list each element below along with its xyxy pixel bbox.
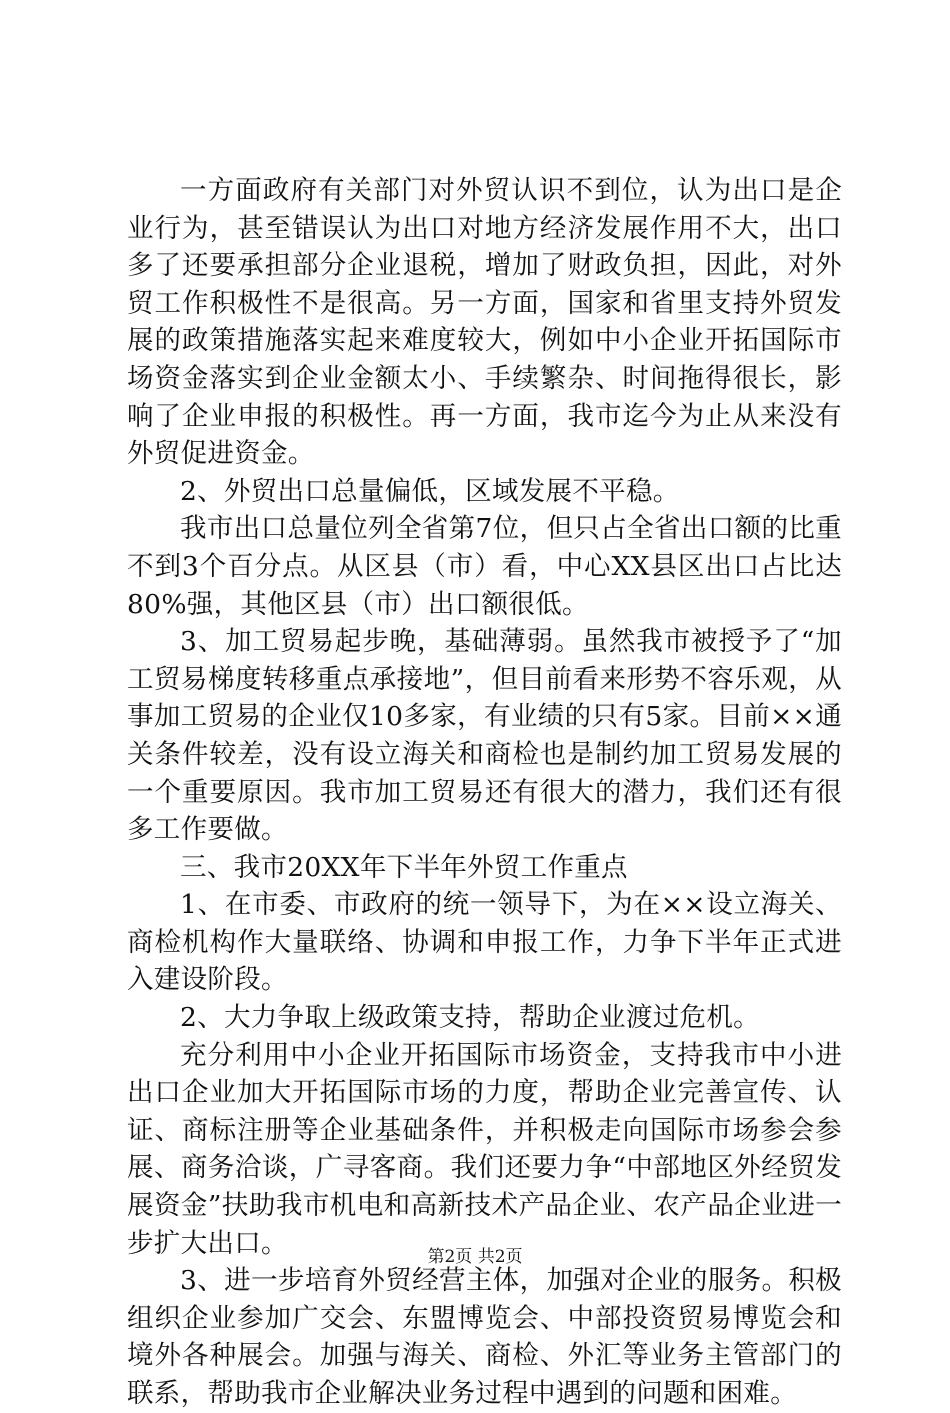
section-heading-work-focus: 三、我市20XX年下半年外贸工作重点 (180, 851, 628, 883)
document-body (127, 172, 842, 1413)
paragraph-export-volume: 我市出口总量位列全省第7位，但只占全省出口额的比重不到3个百分点。从区县（市）看，中心XX县区出口占比达80%强，其他区县（市）出口额很低。 (127, 513, 842, 620)
paragraph-export-volume-heading: 2、外贸出口总量偏低，区域发展不平稳。 (180, 475, 680, 507)
paragraph-policy-support: 充分利用中小企业开拓国际市场资金，支持我市中小进出口企业加大开拓国际市场的力度，帮助企业完善宣传、认证、商标注册等企业基础条件，并积极走向国际市场参会参展、商务洽谈，广寻客商。我们还要力争“中部地区外经贸发展资金”扶助我市机电和高新技术产品企业、农产品企业进一步扩大出口。 (127, 1039, 842, 1259)
paragraph-customs-setup: 1、在市委、市政府的统一领导下，为在××设立海关、商检机构作大量联络、协调和申报工作，力争下半年正式进入建设阶段。 (127, 889, 842, 996)
paragraph-enterprise-services: 3、进一步培育外贸经营主体，加强对企业的服务。积极组织企业参加广交会、东盟博览会、中部投资贸易博览会和境外各种展会。加强与海关、商检、外汇等业务主管部门的联系，帮助我市企业解决业务过程中遇到的问题和困难。 (127, 1265, 842, 1409)
paragraph-policy-support-heading: 2、大力争取上级政策支持，帮助企业渡过危机。 (180, 1002, 760, 1034)
paragraph-government-attitude: 一方面政府有关部门对外贸认识不到位，认为出口是企业行为，甚至错误认为出口对地方经济发展作用不大，出口多了还要承担部分企业退税，增加了财政负担，因此，对外贸工作积极性不是很高。另一方面，国家和省里支持外贸发展的政策措施落实起来难度较大，例如中小企业开拓国际市场资金落实到企业金额太小、手续繁杂、时间拖得很长，影响了企业申报的积极性。再一方面，我市迄今为止从来没有外贸促进资金。 (127, 175, 842, 470)
page-number-footer: 第2页 共2页 (427, 1247, 523, 1267)
paragraph-processing-trade: 3、加工贸易起步晚，基础薄弱。虽然我市被授予了“加工贸易梯度转移重点承接地”，但目前看来形势不容乐观，从事加工贸易的企业仅10多家，有业绩的只有5家。目前××通关条件较差，没有设立海关和商检也是制约加工贸易发展的一个重要原因。我市加工贸易还有很大的潜力，我们还有很多工作要做。 (127, 626, 842, 846)
